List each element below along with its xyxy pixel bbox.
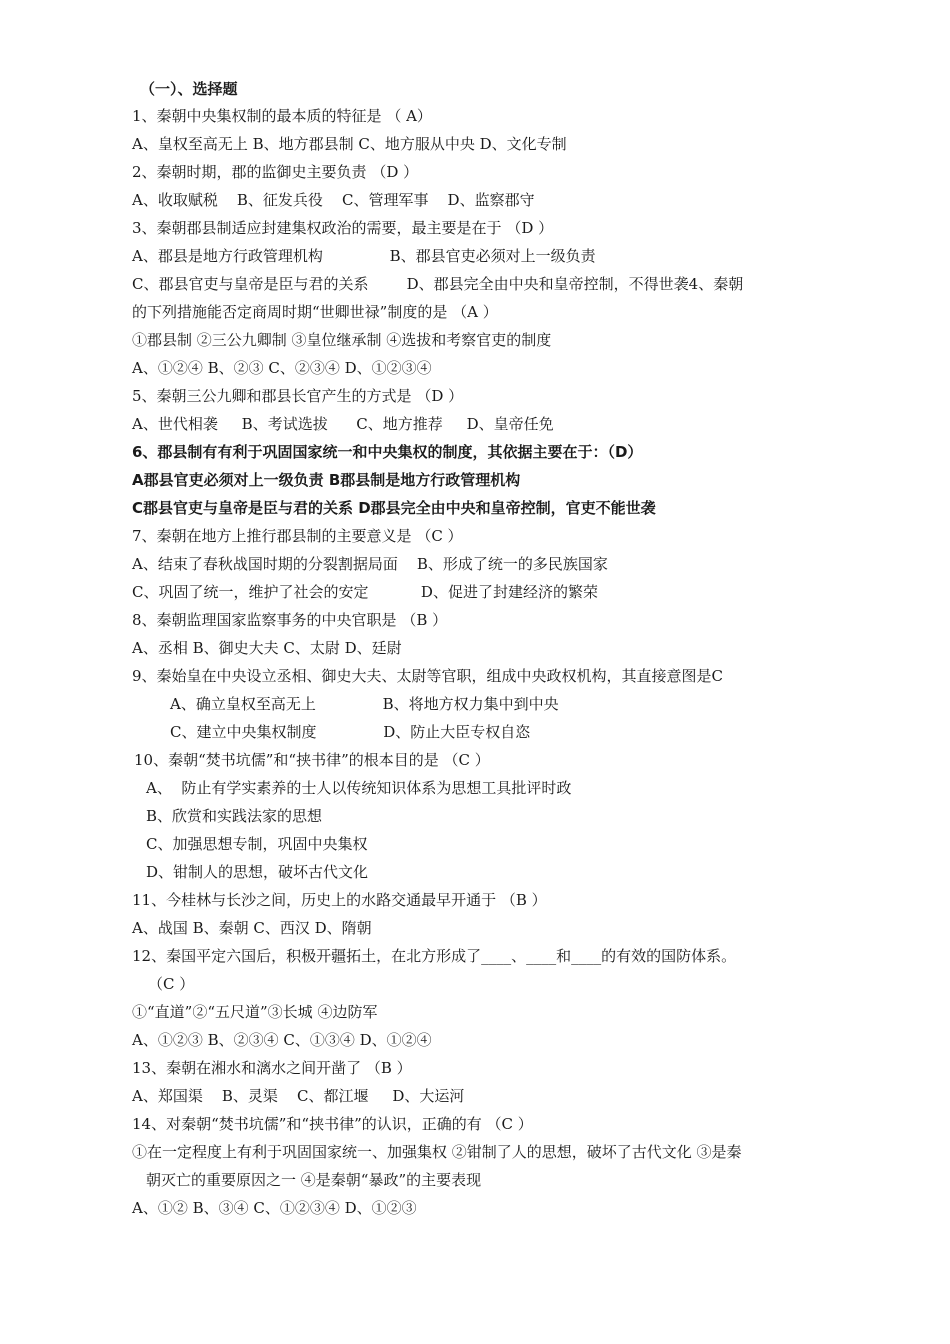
question-3-options-cd: C、郡县官吏与皇帝是臣与君的关系 D、郡县完全由中央和皇帝控制，不得世袭4、秦朝: [132, 275, 744, 293]
question-4-options: A、①②④ B、②③ C、②③④ D、①②③④: [132, 359, 432, 377]
question-6: 6、郡县制有有利于巩固国家统一和中央集权的制度，其依据主要在于：（D）: [132, 443, 643, 461]
question-11: 11、今桂林与长沙之间，历史上的水路交通最早开通于 （B ）: [132, 891, 547, 909]
question-12-options: A、①②③ B、②③④ C、①③④ D、①②④: [132, 1031, 432, 1049]
question-2: 2、秦朝时期，郡的监御史主要负责 （D ）: [132, 163, 419, 181]
question-14-items-cont: 朝灭亡的重要原因之一 ④是秦朝“暴政”的主要表现: [146, 1171, 482, 1189]
question-12-answer: （C ）: [148, 975, 195, 993]
question-2-options: A、收取赋税 B、征发兵役 C、管理军事 D、监察郡守: [132, 191, 535, 209]
question-4-items: ①郡县制 ②三公九卿制 ③皇位继承制 ④选拔和考察官吏的制度: [132, 331, 552, 349]
question-12-items: ①“直道”②“五尺道”③长城 ④边防军: [132, 1003, 378, 1021]
question-8: 8、秦朝监理国家监察事务的中央官职是 （B ）: [132, 611, 448, 629]
question-4: 的下列措施能否定商周时期“世卿世禄”制度的是 （A ）: [132, 303, 498, 321]
question-5-options: A、世代相袭 B、考试选拔 C、地方推荐 D、皇帝任免: [132, 415, 554, 433]
question-9-options-ab: A、确立皇权至高无上 B、将地方权力集中到中央: [170, 695, 559, 713]
question-13: 13、秦朝在湘水和漓水之间开凿了 （B ）: [132, 1059, 412, 1077]
question-10: 10、秦朝“焚书坑儒”和“挟书律”的根本目的是 （C ）: [134, 751, 490, 769]
question-10-option-b: B、欣赏和实践法家的思想: [146, 807, 323, 825]
question-7-options-ab: A、结束了春秋战国时期的分裂割据局面 B、形成了统一的多民族国家: [132, 555, 608, 573]
question-13-options: A、郑国渠 B、灵渠 C、都江堰 D、大运河: [132, 1087, 465, 1105]
question-5: 5、秦朝三公九卿和郡县长官产生的方式是 （D ）: [132, 387, 464, 405]
question-9: 9、秦始皇在中央设立丞相、御史大夫、太尉等官职，组成中央政权机构，其直接意图是C: [132, 667, 724, 685]
question-9-options-cd: C、建立中央集权制度 D、防止大臣专权自恣: [170, 723, 531, 741]
question-6-options-cd: C郡县官吏与皇帝是臣与君的关系 D郡县完全由中央和皇帝控制，官吏不能世袭: [132, 499, 656, 517]
section-title: （一）、选择题: [140, 80, 238, 98]
question-1-options: A、皇权至高无上 B、地方郡县制 C、地方服从中央 D、文化专制: [132, 135, 567, 153]
question-10-option-c: C、加强思想专制，巩固中央集权: [146, 835, 368, 853]
question-3: 3、秦朝郡县制适应封建集权政治的需要，最主要是在于 （D ）: [132, 219, 554, 237]
question-12: 12、秦国平定六国后，积极开疆拓土，在北方形成了____、____和____的有效的国防体系。: [132, 947, 737, 965]
question-7-options-cd: C、巩固了统一，维护了社会的安定 D、促进了封建经济的繁荣: [132, 583, 598, 601]
question-10-option-d: D、钳制人的思想，破坏古代文化: [146, 863, 369, 881]
question-10-option-a: A、 防止有学实素养的士人以传统知识体系为思想工具批评时政: [146, 779, 572, 797]
question-14: 14、对秦朝“焚书坑儒”和“挟书律”的认识，正确的有 （C ）: [132, 1115, 533, 1133]
question-14-items: ①在一定程度上有利于巩固国家统一、加强集权 ②钳制了人的思想，破坏了古代文化 ③是秦: [132, 1143, 742, 1161]
question-7: 7、秦朝在地方上推行郡县制的主要意义是 （C ）: [132, 527, 463, 545]
question-1: 1、秦朝中央集权制的最本质的特征是 （ A）: [132, 107, 432, 125]
question-14-options: A、①② B、③④ C、①②③④ D、①②③: [132, 1199, 417, 1217]
question-6-options-ab: A郡县官吏必须对上一级负责 B郡县制是地方行政管理机构: [132, 471, 521, 489]
question-3-options-ab: A、郡县是地方行政管理机构 B、郡县官吏必须对上一级负责: [132, 247, 596, 265]
question-11-options: A、战国 B、秦朝 C、西汉 D、隋朝: [132, 919, 372, 937]
question-8-options: A、丞相 B、御史大夫 C、太尉 D、廷尉: [132, 639, 402, 657]
